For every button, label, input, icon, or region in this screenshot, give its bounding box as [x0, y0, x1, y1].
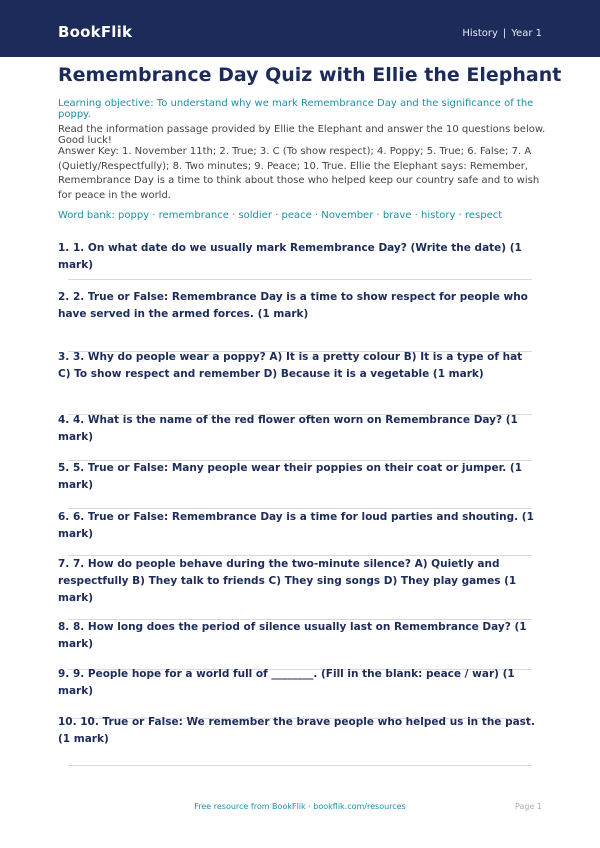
- page-number: Page 1: [515, 802, 542, 811]
- page-title: Remembrance Day Quiz with Ellie the Elephant: [58, 64, 562, 86]
- question-9: 9. 9. People hope for a world full of ________. (Fill in the blank: peace / war) (1 mark): [58, 668, 515, 697]
- question-8: 8. 8. How long does the period of silence usually last on Remembrance Day? (1 mark): [58, 621, 527, 650]
- question-2: 2. 2. True or False: Remembrance Day is a time to show respect for people who have served in the armed forces. (1 mark): [58, 291, 528, 320]
- question-7: 7. 7. How do people behave during the two-minute silence? A) Quietly and respectfully B) They talk to friends C) They sing songs D) They play games (1 mark): [58, 558, 517, 604]
- answer-key: Answer Key: 1. November 11th; 2. True; 3. C (To show respect); 4. Poppy; 5. True; 6. False; 7. A (Quietly/Respectfully); 8. Two minutes; 9. Peace; 10. True. Ellie the Elephant says: Remember, Remembrance Day is a time to think about those who helped keep our country safe and to wish for peace in the world.: [58, 146, 540, 201]
- header-separator: |: [502, 28, 507, 39]
- answer-line-1[interactable]: [68, 279, 532, 280]
- question-3: 3. 3. Why do people wear a poppy? A) It is a pretty colour B) It is a type of hat C) To show respect and remember D) Because it is a vegetable (1 mark): [58, 351, 523, 380]
- intro-text: Read the information passage provided by Ellie the Elephant and answer the 10 questions below. Good luck!: [58, 124, 546, 146]
- word-bank: Word bank: poppy · remembrance · soldier · peace · November · brave · history · respect: [58, 210, 503, 221]
- question-5: 5. 5. True or False: Many people wear their poppies on their coat or jumper. (1 mark): [58, 462, 523, 491]
- question-4: 4. 4. What is the name of the red flower often worn on Remembrance Day? (1 mark): [58, 414, 518, 443]
- brand-logo-text[interactable]: BookFlik: [58, 23, 133, 41]
- learning-objective: Learning objective: To understand why we mark Remembrance Day and the significance of the poppy.: [58, 98, 534, 120]
- answer-line-10[interactable]: [68, 765, 532, 766]
- header-meta: [462, 28, 542, 39]
- page-header: [0, 0, 600, 57]
- question-10: 10. 10. True or False: We remember the brave people who helped us in the past. (1 mark): [58, 716, 535, 745]
- year-label: Year 1: [511, 28, 542, 39]
- footer-text[interactable]: Free resource from BookFlik · bookflik.com/resources: [194, 802, 406, 811]
- subject-label: History: [462, 28, 498, 39]
- question-6: 6. 6. True or False: Remembrance Day is a time for loud parties and shouting. (1 mark): [58, 511, 534, 540]
- question-1: 1. 1. On what date do we usually mark Remembrance Day? (Write the date) (1 mark): [58, 242, 522, 271]
